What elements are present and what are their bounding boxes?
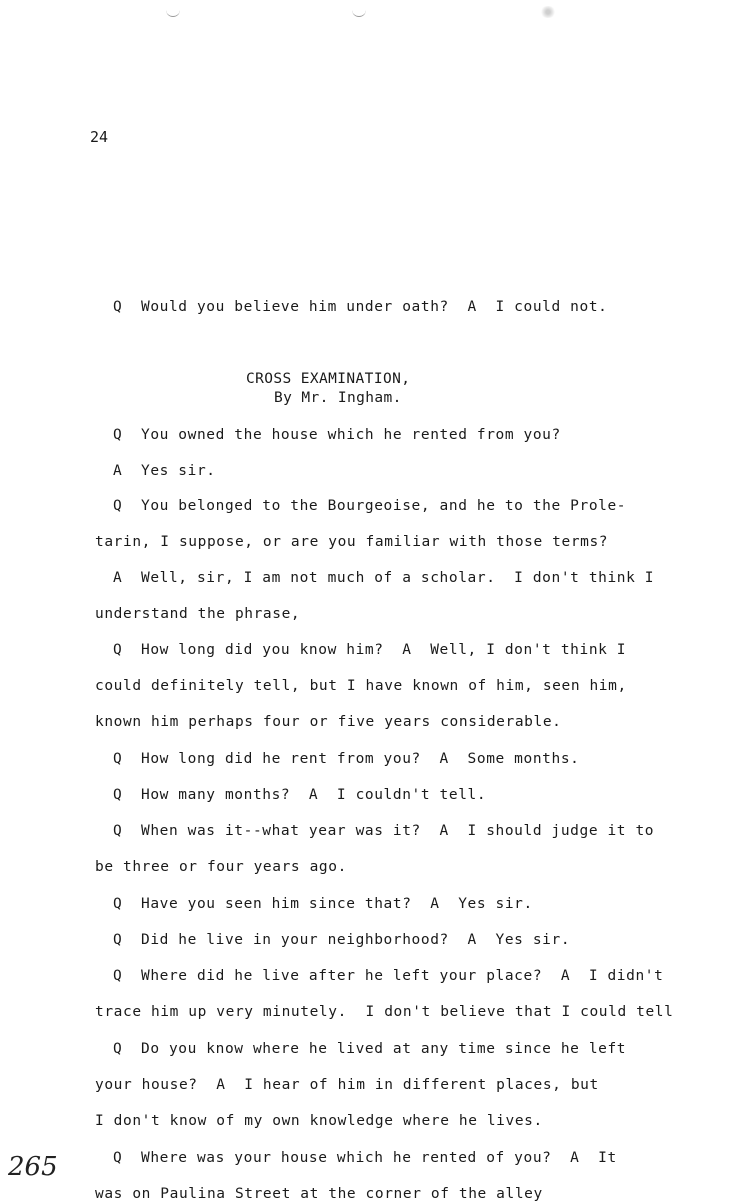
section-title: CROSS EXAMINATION,	[246, 371, 411, 387]
transcript-line: Q Have you seen him since that? A Yes sir.	[113, 896, 533, 912]
transcript-line: Q When was it--what year was it? A I should judge it to	[113, 823, 655, 839]
transcript-line: Q Where was your house which he rented of you? A It	[113, 1150, 617, 1166]
transcript-line: A Yes sir.	[113, 463, 216, 479]
transcript-line: understand the phrase,	[95, 606, 301, 622]
transcript-line: was on Paulina Street at the corner of the alley	[95, 1186, 543, 1202]
transcript-line: Q How long did he rent from you? A Some months.	[113, 751, 580, 767]
transcript-line: trace him up very minutely. I don't believe that I could tell	[95, 1004, 674, 1020]
transcript-line: I don't know of my own knowledge where he lives.	[95, 1113, 543, 1129]
transcript-line: known him perhaps four or five years considerable.	[95, 714, 562, 730]
punch-mark	[352, 6, 366, 17]
transcript-line: Q You belonged to the Bourgeoise, and he to the Prole-	[113, 498, 627, 514]
transcript-line: Q Did he live in your neighborhood? A Yes sir.	[113, 932, 571, 948]
punch-mark	[166, 6, 180, 17]
transcript-line: Q You owned the house which he rented from you?	[113, 427, 561, 443]
paper-speck	[540, 6, 556, 18]
transcript-line: Q How many months? A I couldn't tell.	[113, 787, 487, 803]
transcript-line: your house? A I hear of him in different places, but	[95, 1077, 599, 1093]
question-line: Q Would you believe him under oath? A I could not.	[113, 299, 608, 315]
transcript-line: Q Do you know where he lived at any time since he left	[113, 1041, 627, 1057]
transcript-line: Q How long did you know him? A Well, I don't think I	[113, 642, 627, 658]
handwritten-margin-note: 265	[8, 1152, 58, 1182]
transcript-line: tarin, I suppose, or are you familiar with those terms?	[95, 534, 609, 550]
transcript-line: A Well, sir, I am not much of a scholar. I don't think I	[113, 570, 655, 586]
section-subtitle: By Mr. Ingham.	[274, 390, 402, 406]
transcript-line: be three or four years ago.	[95, 859, 347, 875]
transcript-line: could definitely tell, but I have known of him, seen him,	[95, 678, 627, 694]
page-number: 24	[90, 128, 109, 146]
transcript-line: Q Where did he live after he left your place? A I didn't	[113, 968, 664, 984]
